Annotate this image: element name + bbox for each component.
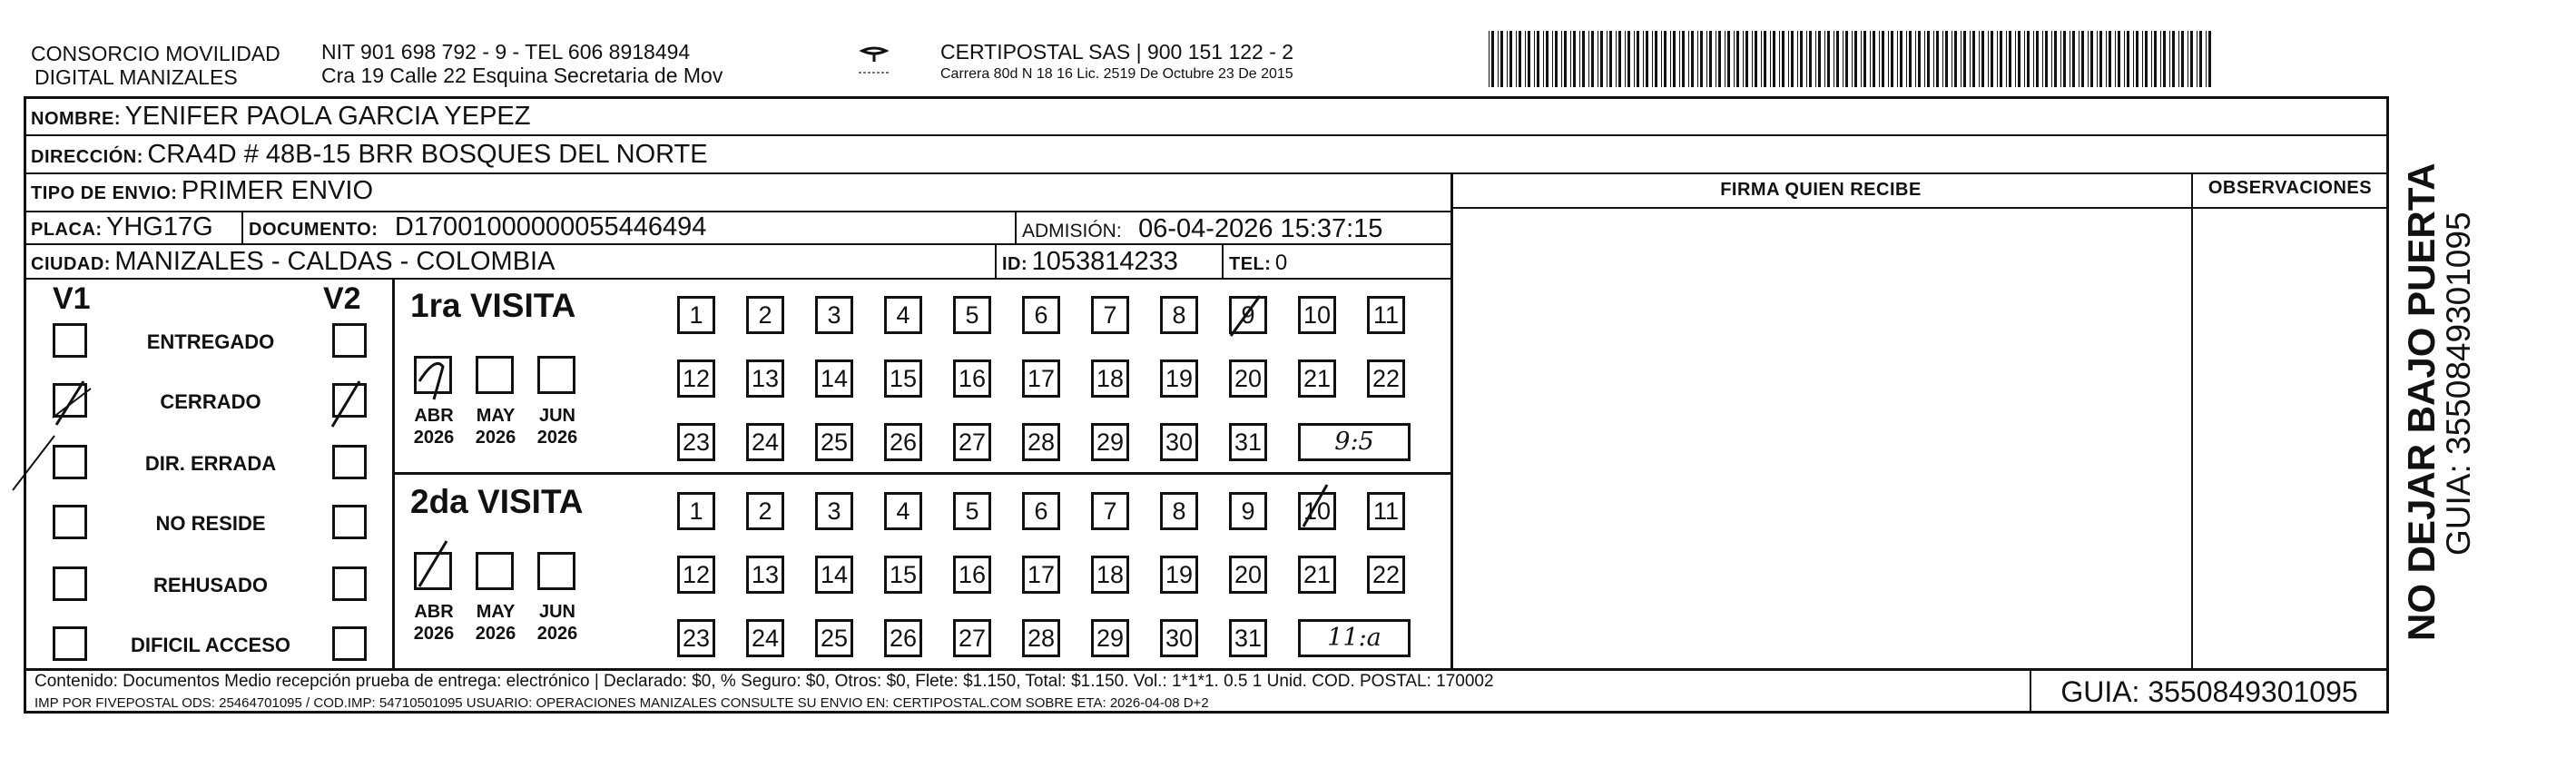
day-box[interactable]: 26 bbox=[884, 423, 922, 461]
direccion-label: DIRECCIÓN: bbox=[31, 147, 143, 167]
month-name: MAY bbox=[476, 602, 516, 622]
day-box[interactable]: 22 bbox=[1367, 359, 1405, 398]
admision-value: 06-04-2026 15:37:15 bbox=[1138, 214, 1383, 243]
day-box[interactable]: 3 bbox=[815, 492, 853, 530]
month-label bbox=[407, 601, 461, 645]
carrier-line: CERTIPOSTAL SAS | 900 151 122 - 2 bbox=[940, 40, 1294, 64]
status-option-label: DIFICIL ACCESO bbox=[130, 634, 290, 656]
day-box[interactable]: 5 bbox=[953, 296, 991, 334]
status-option-label: ENTREGADO bbox=[146, 330, 275, 353]
status-option-label: DIR. ERRADA bbox=[144, 452, 277, 475]
v1-checkbox[interactable] bbox=[53, 505, 87, 539]
month-label bbox=[468, 601, 523, 645]
admision-label: ADMISIÓN: bbox=[1022, 221, 1122, 241]
firma-header: FIRMA QUIEN RECIBE bbox=[1720, 180, 1922, 200]
day-box[interactable]: 2 bbox=[746, 492, 784, 530]
day-box[interactable]: 18 bbox=[1091, 359, 1129, 398]
direccion-value: CRA4D # 48B-15 BRR BOSQUES DEL NORTE bbox=[147, 140, 708, 169]
nombre-value: YENIFER PAOLA GARCIA YEPEZ bbox=[124, 102, 531, 131]
address-line: Cra 19 Calle 22 Esquina Secretaria de Mov bbox=[321, 64, 723, 87]
day-box[interactable]: 19 bbox=[1160, 359, 1198, 398]
carrier-address: Carrera 80d N 18 16 Lic. 2519 De Octubre 23 De 2015 bbox=[940, 66, 1293, 82]
logo-icon bbox=[853, 44, 895, 80]
day-box[interactable]: 14 bbox=[815, 556, 853, 594]
day-box[interactable]: 10 bbox=[1298, 492, 1336, 530]
day-box[interactable]: 14 bbox=[815, 359, 853, 398]
day-box[interactable]: 8 bbox=[1160, 296, 1198, 334]
month-checkbox[interactable] bbox=[414, 356, 452, 394]
company-line-2: DIGITAL MANIZALES bbox=[34, 65, 238, 89]
tipo-envio-row bbox=[31, 176, 373, 206]
day-box[interactable]: 9 bbox=[1229, 296, 1267, 334]
month-year: 2026 bbox=[536, 428, 578, 448]
footer-guia: GUIA: 3550849301095 bbox=[2060, 675, 2358, 708]
ciudad-label: CIUDAD: bbox=[31, 254, 111, 274]
direccion-row bbox=[31, 140, 708, 170]
carrier-info bbox=[940, 40, 1293, 84]
ciudad-cell bbox=[31, 247, 555, 277]
day-box[interactable]: 17 bbox=[1022, 556, 1060, 594]
day-box[interactable]: 30 bbox=[1160, 619, 1198, 657]
day-box[interactable]: 22 bbox=[1367, 556, 1405, 594]
day-box[interactable]: 2 bbox=[746, 296, 784, 334]
day-box[interactable]: 31 bbox=[1229, 423, 1267, 461]
v2-checkbox[interactable] bbox=[332, 566, 367, 601]
placa-value: YHG17G bbox=[106, 212, 213, 241]
day-box[interactable]: 29 bbox=[1091, 619, 1129, 657]
observaciones-header: OBSERVACIONES bbox=[2207, 178, 2373, 198]
day-box[interactable]: 26 bbox=[884, 619, 922, 657]
month-checkbox[interactable] bbox=[537, 552, 575, 590]
day-box[interactable]: 27 bbox=[953, 619, 991, 657]
day-box[interactable]: 3 bbox=[815, 296, 853, 334]
id-label: ID: bbox=[1002, 254, 1028, 274]
month-label bbox=[530, 601, 585, 645]
nombre-label: NOMBRE: bbox=[31, 109, 122, 129]
visit-title: 1ra VISITA bbox=[410, 287, 576, 324]
tipo-envio-label: TIPO DE ENVIO: bbox=[31, 183, 178, 203]
day-box[interactable]: 19 bbox=[1160, 556, 1198, 594]
tel-value: 0 bbox=[1274, 251, 1288, 275]
barcode bbox=[1489, 31, 2215, 87]
day-box[interactable]: 20 bbox=[1229, 359, 1267, 398]
day-box[interactable]: 7 bbox=[1091, 296, 1129, 334]
day-box[interactable]: 18 bbox=[1091, 556, 1129, 594]
tel-label: TEL: bbox=[1229, 254, 1272, 274]
imp-line: IMP POR FIVEPOSTAL ODS: 25464701095 / COD.IMP: 54710501095 USUARIO: OPERACIONES MANIZALES CONSULTE SU ENVIO EN: CERTIPOSTAL.COM SOBRE ETA: 2026-04-08 D+2 bbox=[34, 695, 1209, 711]
side-guia: GUIA: 3550849301095 bbox=[2440, 212, 2477, 556]
tipo-envio-value: PRIMER ENVIO bbox=[181, 176, 374, 205]
day-box[interactable]: 1 bbox=[677, 296, 715, 334]
handwritten-time: 11:a bbox=[1298, 619, 1411, 657]
month-name: JUN bbox=[538, 602, 575, 622]
day-box[interactable]: 23 bbox=[677, 423, 715, 461]
v2-checkbox[interactable] bbox=[332, 383, 367, 418]
day-box[interactable]: 6 bbox=[1022, 296, 1060, 334]
v2-checkbox[interactable] bbox=[332, 323, 367, 358]
day-box[interactable]: 4 bbox=[884, 296, 922, 334]
day-box[interactable]: 13 bbox=[746, 556, 784, 594]
month-year: 2026 bbox=[413, 624, 455, 644]
day-box[interactable]: 11 bbox=[1367, 296, 1405, 334]
day-box[interactable]: 7 bbox=[1091, 492, 1129, 530]
nombre-row bbox=[31, 102, 530, 132]
month-name: ABR bbox=[414, 406, 454, 426]
day-box[interactable]: 27 bbox=[953, 423, 991, 461]
documento-cell bbox=[249, 212, 706, 242]
v1-checkbox[interactable] bbox=[53, 383, 87, 418]
day-box[interactable]: 28 bbox=[1022, 423, 1060, 461]
v1-checkbox[interactable] bbox=[53, 445, 87, 479]
month-checkbox[interactable] bbox=[537, 356, 575, 394]
company-contact bbox=[321, 40, 723, 87]
v2-checkbox[interactable] bbox=[332, 445, 367, 479]
day-box[interactable]: 4 bbox=[884, 492, 922, 530]
handwritten-time: 9:5 bbox=[1298, 423, 1411, 461]
day-box[interactable]: 25 bbox=[815, 619, 853, 657]
status-option-label: CERRADO bbox=[160, 390, 261, 413]
month-label bbox=[407, 405, 461, 448]
month-name: MAY bbox=[476, 406, 516, 426]
day-box[interactable]: 21 bbox=[1298, 359, 1336, 398]
status-option-label: NO RESIDE bbox=[155, 512, 266, 535]
company-line-1: CONSORCIO MOVILIDAD bbox=[31, 42, 280, 65]
v1-checkbox[interactable] bbox=[53, 626, 87, 661]
documento-label: DOCUMENTO: bbox=[249, 220, 379, 240]
v1-checkbox[interactable] bbox=[53, 323, 87, 358]
day-box[interactable]: 17 bbox=[1022, 359, 1060, 398]
day-box[interactable]: 1 bbox=[677, 492, 715, 530]
month-name: ABR bbox=[414, 602, 454, 622]
tel-cell bbox=[1229, 251, 1287, 276]
day-box[interactable]: 5 bbox=[953, 492, 991, 530]
day-box[interactable]: 6 bbox=[1022, 492, 1060, 530]
ciudad-value: MANIZALES - CALDAS - COLOMBIA bbox=[114, 247, 556, 276]
day-box[interactable]: 15 bbox=[884, 359, 922, 398]
contenido-line: Contenido: Documentos Medio recepción prueba de entrega: electrónico | Declarado: $0, % Seguro: $0, Otros: $0, Flete: $1.150, Total: $1.150. Vol.: 1*1*1. 0.5 1 Unid. COD. POSTAL: 170002 bbox=[34, 672, 1494, 691]
day-box[interactable]: 30 bbox=[1160, 423, 1198, 461]
id-cell bbox=[1002, 247, 1178, 277]
month-label bbox=[530, 405, 585, 448]
v1-header: V1 bbox=[53, 281, 91, 316]
id-value: 1053814233 bbox=[1031, 247, 1178, 276]
v2-header: V2 bbox=[323, 281, 361, 316]
v2-checkbox[interactable] bbox=[332, 505, 367, 539]
day-box[interactable]: 15 bbox=[884, 556, 922, 594]
company-name bbox=[31, 42, 280, 89]
month-checkbox[interactable] bbox=[476, 356, 514, 394]
month-checkbox[interactable] bbox=[414, 552, 452, 590]
nit-line: NIT 901 698 792 - 9 - TEL 606 8918494 bbox=[321, 40, 691, 64]
month-year: 2026 bbox=[536, 624, 578, 644]
v1-checkbox[interactable] bbox=[53, 566, 87, 601]
day-box[interactable]: 24 bbox=[746, 619, 784, 657]
admision-cell bbox=[1022, 214, 1382, 244]
day-box[interactable]: 24 bbox=[746, 423, 784, 461]
visit-title: 2da VISITA bbox=[410, 483, 584, 520]
day-box[interactable]: 31 bbox=[1229, 619, 1267, 657]
day-box[interactable]: 10 bbox=[1298, 296, 1336, 334]
day-box[interactable]: 25 bbox=[815, 423, 853, 461]
month-year: 2026 bbox=[475, 624, 516, 644]
month-year: 2026 bbox=[413, 428, 455, 448]
day-box[interactable]: 8 bbox=[1160, 492, 1198, 530]
day-box[interactable]: 20 bbox=[1229, 556, 1267, 594]
day-box[interactable]: 29 bbox=[1091, 423, 1129, 461]
day-box[interactable]: 16 bbox=[953, 359, 991, 398]
documento-value: D17001000000055446494 bbox=[394, 212, 707, 241]
day-box[interactable]: 12 bbox=[677, 556, 715, 594]
v2-checkbox[interactable] bbox=[332, 626, 367, 661]
month-label bbox=[468, 405, 523, 448]
day-box[interactable]: 21 bbox=[1298, 556, 1336, 594]
day-box[interactable]: 23 bbox=[677, 619, 715, 657]
month-checkbox[interactable] bbox=[476, 552, 514, 590]
day-box[interactable]: 28 bbox=[1022, 619, 1060, 657]
day-box[interactable]: 12 bbox=[677, 359, 715, 398]
month-name: JUN bbox=[538, 406, 575, 426]
no-dejar-warning: NO DEJAR BAJO PUERTA bbox=[2400, 162, 2443, 641]
day-box[interactable]: 11 bbox=[1367, 492, 1405, 530]
status-option-label: REHUSADO bbox=[153, 574, 268, 596]
placa-cell bbox=[31, 212, 213, 242]
month-year: 2026 bbox=[475, 428, 516, 448]
placa-label: PLACA: bbox=[31, 220, 103, 240]
day-box[interactable]: 13 bbox=[746, 359, 784, 398]
day-box[interactable]: 16 bbox=[953, 556, 991, 594]
day-box[interactable]: 9 bbox=[1229, 492, 1267, 530]
